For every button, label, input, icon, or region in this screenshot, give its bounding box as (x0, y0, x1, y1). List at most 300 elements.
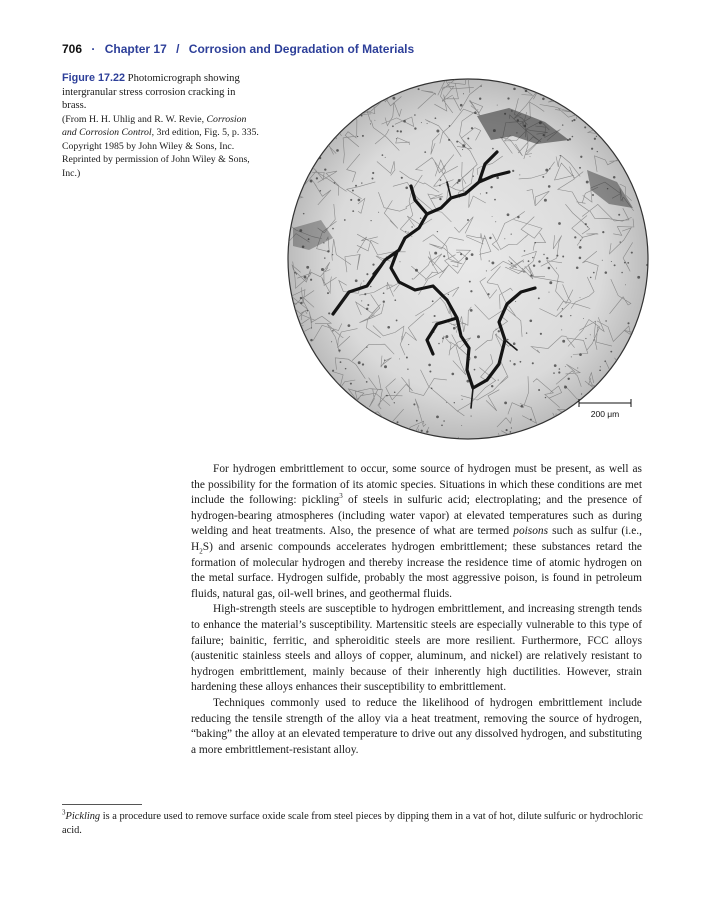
inclusion-speck (401, 177, 403, 179)
inclusion-speck (399, 358, 400, 359)
inclusion-speck (637, 423, 640, 426)
inclusion-speck (431, 387, 433, 389)
inclusion-speck (439, 185, 441, 187)
inclusion-speck (420, 217, 422, 219)
inclusion-speck (361, 300, 362, 301)
inclusion-speck (474, 369, 476, 371)
inclusion-speck (639, 143, 640, 144)
inclusion-speck (336, 149, 339, 152)
inclusion-speck (382, 154, 384, 156)
figure-label: Figure 17.22 (62, 72, 126, 84)
inclusion-speck (532, 257, 533, 258)
inclusion-speck (294, 340, 297, 343)
inclusion-speck (605, 271, 608, 274)
inclusion-speck (591, 148, 593, 150)
inclusion-speck (526, 332, 527, 333)
inclusion-speck (494, 438, 496, 440)
inclusion-speck (449, 125, 451, 127)
inclusion-speck (545, 169, 548, 172)
inclusion-speck (432, 300, 434, 302)
inclusion-speck (579, 167, 581, 169)
inclusion-speck (486, 192, 488, 194)
inclusion-speck (477, 335, 480, 338)
inclusion-speck (462, 399, 463, 400)
inclusion-speck (440, 179, 442, 181)
inclusion-speck (313, 119, 316, 122)
inclusion-speck (338, 400, 341, 403)
inclusion-speck (562, 308, 563, 309)
inclusion-speck (580, 297, 581, 298)
inclusion-speck (348, 324, 351, 327)
inclusion-speck (414, 114, 416, 116)
inclusion-speck (576, 267, 579, 270)
inclusion-speck (331, 413, 334, 416)
inclusion-speck (620, 89, 623, 92)
inclusion-speck (574, 236, 576, 238)
inclusion-speck (347, 120, 350, 123)
inclusion-speck (290, 201, 291, 202)
inclusion-speck (392, 97, 395, 100)
inclusion-speck (382, 422, 385, 425)
inclusion-speck (435, 117, 437, 119)
inclusion-speck (558, 222, 561, 225)
inclusion-speck (507, 339, 509, 341)
inclusion-speck (590, 78, 592, 79)
inclusion-speck (491, 261, 494, 264)
inclusion-speck (593, 272, 595, 274)
inclusion-speck (543, 254, 544, 255)
inclusion-speck (407, 368, 408, 369)
inclusion-speck (294, 272, 296, 274)
inclusion-speck (495, 221, 496, 222)
inclusion-speck (533, 264, 535, 266)
inclusion-speck (585, 223, 587, 225)
inclusion-speck (358, 199, 361, 202)
running-head (62, 42, 414, 56)
inclusion-speck (569, 138, 571, 140)
inclusion-speck (294, 128, 296, 130)
inclusion-speck (561, 329, 562, 330)
term-poisons: poisons (513, 525, 549, 538)
inclusion-speck (494, 199, 496, 201)
inclusion-speck (332, 330, 334, 332)
inclusion-speck (355, 279, 358, 282)
inclusion-speck (631, 252, 633, 254)
inclusion-speck (370, 220, 371, 221)
inclusion-speck (511, 262, 513, 264)
footnote-ref: 3 (339, 492, 343, 501)
inclusion-speck (524, 250, 526, 252)
inclusion-speck (521, 405, 524, 408)
inclusion-speck (384, 365, 387, 368)
inclusion-speck (572, 136, 574, 138)
inclusion-speck (327, 292, 329, 294)
inclusion-speck (585, 338, 586, 339)
chapter-title: Corrosion and Degradation of Materials (188, 42, 415, 56)
inclusion-speck (338, 349, 340, 351)
inclusion-speck (378, 212, 379, 213)
paragraph-3: Techniques commonly used to reduce the likelihood of hydrogen embrittlement include reducing the tensile strength of the alloy via a heat treatment, removing the source of hydrogen, “baking” the alloy at an elevated temperature to drive out any dissolved hydrogen, and substituting a more embrittlement-resistant alloy. (191, 696, 642, 756)
inclusion-speck (332, 254, 333, 255)
paragraph-2: High-strength steels are susceptible to hydrogen embrittlement, and increasing strength tends to enhance the material’s susceptibility. Martensitic steels are especially vulnerable to this type of failure; bainitic, ferritic, and spheroiditic steels are more resilient. Furthermore, FCC alloys (austenitic stainless steels and alloys of copper, aluminum, and nickel) are relatively resistant to hydrogen embrittlement, mainly because of their inherently high ductilities. However, strain hardening these alloys enhances their susceptibility to embrittlement. (191, 603, 642, 694)
inclusion-speck (372, 264, 374, 266)
inclusion-speck (599, 369, 601, 371)
page-number: 706 (62, 42, 83, 56)
inclusion-speck (577, 367, 578, 368)
inclusion-speck (327, 250, 329, 252)
inclusion-speck (421, 122, 422, 123)
inclusion-speck (560, 155, 561, 156)
inclusion-speck (616, 140, 619, 143)
inclusion-speck (489, 237, 491, 239)
inclusion-speck (610, 351, 612, 353)
inclusion-speck (470, 309, 473, 312)
inclusion-speck (350, 383, 352, 385)
inclusion-speck (641, 126, 643, 128)
inclusion-speck (515, 301, 516, 302)
inclusion-speck (460, 253, 462, 255)
inclusion-speck (544, 85, 546, 87)
inclusion-speck (608, 373, 609, 374)
inclusion-speck (480, 86, 481, 87)
inclusion-speck (562, 340, 565, 343)
slash-separator: / (176, 42, 180, 56)
inclusion-speck (644, 87, 646, 89)
inclusion-speck (400, 130, 402, 132)
inclusion-speck (512, 170, 514, 172)
inclusion-speck (411, 226, 412, 227)
photomicrograph (287, 78, 649, 440)
inclusion-speck (570, 315, 571, 316)
inclusion-speck (320, 384, 322, 386)
inclusion-speck (474, 356, 477, 359)
inclusion-speck (529, 81, 531, 83)
inclusion-speck (394, 402, 395, 403)
inclusion-speck (445, 335, 448, 338)
inclusion-speck (301, 143, 302, 144)
inclusion-speck (549, 281, 552, 284)
inclusion-speck (581, 393, 582, 394)
inclusion-speck (366, 381, 368, 383)
inclusion-speck (418, 88, 420, 90)
inclusion-speck (544, 199, 547, 202)
inclusion-speck (602, 231, 604, 233)
inclusion-speck (480, 193, 481, 194)
inclusion-speck (375, 94, 376, 95)
inclusion-speck (361, 182, 362, 183)
inclusion-speck (538, 297, 540, 299)
inclusion-speck (594, 138, 596, 140)
inclusion-speck (424, 151, 426, 153)
credit-title: Corrosion and Corrosion Control, (62, 113, 247, 139)
inclusion-speck (560, 315, 562, 317)
inclusion-speck (610, 141, 612, 143)
inclusion-speck (320, 190, 322, 192)
inclusion-speck (577, 438, 578, 439)
inclusion-speck (436, 130, 439, 133)
inclusion-speck (311, 327, 312, 328)
inclusion-speck (383, 301, 385, 303)
inclusion-speck (465, 257, 468, 260)
inclusion-speck (370, 123, 371, 124)
inclusion-speck (396, 319, 398, 321)
inclusion-speck (384, 360, 385, 361)
inclusion-speck (355, 185, 357, 187)
inclusion-speck (619, 124, 620, 125)
inclusion-speck (361, 115, 363, 117)
inclusion-speck (510, 360, 511, 361)
inclusion-speck (605, 320, 606, 321)
inclusion-speck (304, 276, 307, 279)
inclusion-speck (613, 176, 616, 179)
inclusion-speck (394, 391, 396, 393)
inclusion-speck (580, 240, 581, 241)
inclusion-speck (554, 364, 557, 367)
inclusion-speck (542, 176, 544, 178)
inclusion-speck (490, 186, 492, 188)
inclusion-speck (586, 181, 589, 184)
inclusion-speck (394, 299, 396, 301)
inclusion-speck (538, 260, 540, 262)
inclusion-speck (287, 364, 290, 367)
inclusion-speck (316, 177, 318, 179)
inclusion-speck (462, 144, 465, 147)
scale-bar-label: 200 μm (590, 409, 620, 419)
inclusion-speck (400, 261, 401, 262)
paragraph-1: For hydrogen embrittlement to occur, some source of hydrogen must be present, as well as the possibility for the formation of its atomic species. Situations in which these conditions are met include the following: pickling$^3$ of steels in sulfuric acid; electroplating; and the presence of hydrogen-bearing atmospheres (including water vapor) at elevated temperatures such as during welding and heat treatments. Also, the presence of what are termed poisons such as sulfur (i.e., $H_2S$) and arsenic compounds accelerates hydrogen embrittlement; these substances retard the formation of molecular hydrogen and thereby increase the residence time of atomic hydrogen on the metal surface. Hydrogen sulfide, probably the most aggressive poison, is found in petroleum fluids, natural gas, oil-well brines, and geothermal fluids. (191, 463, 642, 600)
inclusion-speck (572, 120, 574, 122)
inclusion-speck (389, 88, 391, 90)
inclusion-speck (523, 261, 524, 262)
inclusion-speck (513, 363, 515, 365)
inclusion-speck (340, 361, 342, 363)
inclusion-speck (558, 371, 560, 373)
inclusion-speck (636, 435, 639, 438)
inclusion-speck (443, 255, 445, 257)
inclusion-speck (457, 182, 459, 184)
inclusion-speck (332, 370, 334, 372)
inclusion-speck (421, 430, 423, 432)
inclusion-speck (448, 139, 450, 141)
inclusion-speck (324, 376, 327, 379)
inclusion-speck (491, 385, 493, 387)
inclusion-speck (564, 386, 567, 389)
inclusion-speck (397, 130, 399, 132)
inclusion-speck (290, 192, 293, 195)
inclusion-speck (571, 356, 572, 357)
inclusion-speck (606, 436, 608, 438)
inclusion-speck (549, 168, 550, 169)
inclusion-speck (312, 141, 314, 143)
inclusion-speck (486, 270, 487, 271)
inclusion-speck (366, 273, 368, 275)
inclusion-speck (602, 260, 603, 261)
inclusion-speck (507, 97, 509, 99)
inclusion-speck (612, 79, 614, 81)
inclusion-speck (454, 402, 455, 403)
inclusion-speck (504, 402, 507, 405)
inclusion-speck (579, 257, 582, 260)
inclusion-speck (412, 278, 413, 279)
inclusion-speck (332, 228, 334, 230)
footnote-rule (62, 804, 142, 805)
inclusion-speck (372, 96, 374, 98)
inclusion-speck (632, 127, 633, 128)
inclusion-speck (324, 131, 325, 132)
inclusion-speck (590, 277, 592, 279)
inclusion-speck (362, 135, 364, 137)
chapter-label: Chapter 17 (104, 42, 167, 56)
inclusion-speck (396, 138, 397, 139)
inclusion-speck (331, 341, 332, 342)
inclusion-speck (296, 423, 298, 425)
inclusion-speck (587, 226, 588, 227)
inclusion-speck (513, 342, 516, 345)
footnote-marker: 3 (62, 808, 66, 817)
inclusion-speck (366, 308, 368, 310)
inclusion-speck (520, 361, 522, 363)
inclusion-speck (583, 318, 584, 319)
inclusion-speck (321, 147, 324, 150)
inclusion-speck (614, 377, 616, 379)
inclusion-speck (627, 262, 629, 264)
inclusion-speck (528, 260, 530, 262)
inclusion-speck (546, 257, 548, 259)
inclusion-speck (496, 176, 499, 179)
inclusion-speck (618, 214, 620, 216)
inclusion-speck (487, 293, 489, 295)
inclusion-speck (598, 386, 601, 389)
inclusion-speck (300, 341, 303, 344)
inclusion-speck (525, 90, 528, 93)
bullet-separator: · (91, 42, 96, 56)
inclusion-speck (630, 132, 631, 133)
inclusion-speck (604, 360, 606, 362)
inclusion-speck (434, 252, 437, 255)
inclusion-speck (331, 420, 333, 422)
inclusion-speck (568, 437, 569, 438)
inclusion-speck (442, 337, 444, 339)
inclusion-speck (598, 426, 600, 428)
inclusion-speck (413, 403, 415, 405)
inclusion-speck (408, 344, 409, 345)
inclusion-speck (426, 431, 428, 433)
caption-text: Photomicrograph showing intergranular stress corrosion cracking in brass. (62, 73, 240, 112)
footnote (62, 810, 662, 838)
inclusion-speck (434, 315, 436, 317)
inclusion-speck (352, 190, 354, 192)
inclusion-speck (624, 89, 626, 91)
footnote-text: is a procedure used to remove surface oxide scale from steel pieces by dipping them in a vat of hot, dilute sulfuric or hydrochloric acid. (62, 811, 643, 836)
inclusion-speck (596, 136, 597, 137)
inclusion-speck (496, 329, 497, 330)
inclusion-speck (363, 280, 364, 281)
inclusion-speck (523, 271, 524, 272)
inclusion-speck (397, 421, 399, 423)
inclusion-speck (310, 279, 312, 281)
inclusion-speck (644, 375, 646, 377)
inclusion-speck (470, 290, 472, 292)
inclusion-speck (461, 425, 462, 426)
inclusion-speck (415, 269, 418, 272)
inclusion-speck (620, 241, 621, 242)
inclusion-speck (303, 213, 305, 215)
inclusion-speck (296, 84, 297, 85)
inclusion-speck (408, 232, 409, 233)
inclusion-speck (427, 123, 428, 124)
inclusion-speck (474, 112, 477, 115)
inclusion-speck (386, 395, 388, 397)
inclusion-speck (498, 380, 499, 381)
scale-bar (579, 399, 631, 420)
inclusion-speck (611, 261, 612, 262)
inclusion-speck (345, 368, 347, 370)
inclusion-speck (579, 353, 582, 356)
figure-credit (62, 113, 262, 181)
inclusion-speck (548, 267, 551, 270)
inclusion-speck (458, 179, 461, 182)
figure-caption (62, 72, 262, 180)
inclusion-speck (406, 357, 408, 359)
inclusion-speck (330, 96, 331, 97)
inclusion-speck (318, 86, 320, 88)
inclusion-speck (608, 101, 610, 103)
inclusion-speck (590, 334, 591, 335)
inclusion-speck (636, 83, 639, 86)
inclusion-speck (362, 363, 364, 365)
inclusion-speck (352, 210, 354, 212)
inclusion-speck (310, 339, 313, 342)
inclusion-speck (295, 104, 297, 106)
inclusion-speck (296, 273, 297, 274)
inclusion-speck (451, 373, 454, 376)
inclusion-speck (414, 127, 416, 129)
inclusion-speck (535, 242, 536, 243)
inclusion-speck (559, 368, 561, 370)
inclusion-speck (372, 172, 374, 174)
inclusion-speck (522, 83, 523, 84)
inclusion-speck (321, 268, 324, 271)
inclusion-speck (625, 284, 626, 285)
inclusion-speck (532, 362, 534, 364)
inclusion-speck (439, 198, 441, 200)
inclusion-speck (507, 213, 510, 216)
inclusion-speck (291, 419, 293, 421)
inclusion-speck (344, 219, 346, 221)
inclusion-speck (492, 216, 493, 217)
inclusion-speck (573, 119, 575, 121)
inclusion-speck (334, 182, 336, 184)
inclusion-speck (299, 339, 301, 341)
inclusion-speck (621, 372, 623, 374)
inclusion-speck (580, 156, 582, 158)
inclusion-speck (519, 174, 520, 175)
inclusion-speck (604, 106, 605, 107)
inclusion-speck (548, 426, 550, 428)
inclusion-speck (453, 327, 456, 330)
inclusion-speck (636, 82, 637, 83)
inclusion-speck (530, 274, 532, 276)
inclusion-speck (643, 132, 645, 134)
inclusion-speck (383, 426, 384, 427)
inclusion-speck (626, 379, 628, 381)
inclusion-speck (593, 340, 594, 341)
inclusion-speck (619, 370, 620, 371)
inclusion-speck (387, 326, 390, 329)
inclusion-speck (637, 276, 640, 279)
inclusion-speck (299, 145, 301, 147)
inclusion-speck (504, 238, 505, 239)
